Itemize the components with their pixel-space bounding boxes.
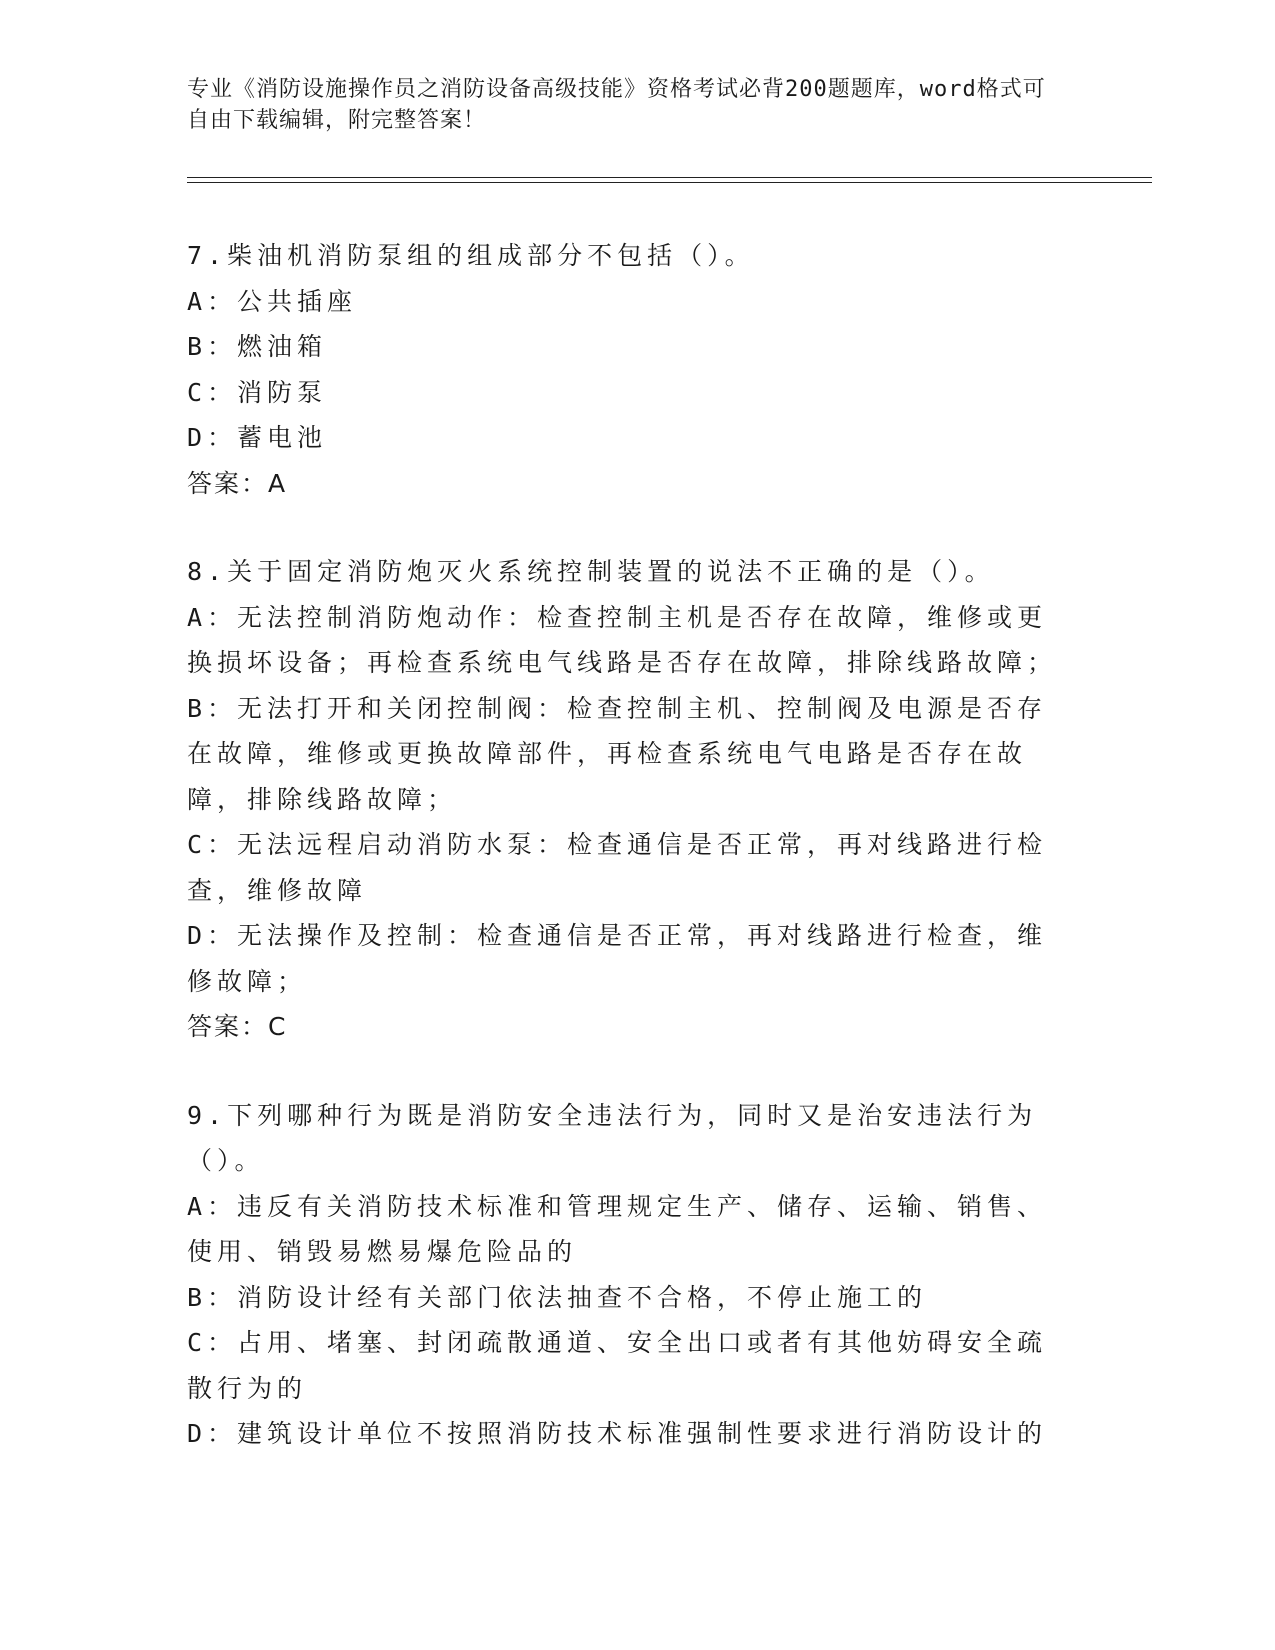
question-stem: 7.柴油机消防泵组的组成部分不包括（）。 (187, 241, 755, 270)
option-c: C：占用、堵塞、封闭疏散通道、安全出口或者有其他妨碍安全疏散行为的 (187, 1328, 1048, 1403)
question-stem: 9.下列哪种行为既是消防安全违法行为，同时又是治安违法行为（）。 (187, 1100, 1038, 1175)
question-8 (187, 549, 1067, 1050)
option-d: D：建筑设计单位不按照消防技术标准强制性要求进行消防设计的 (187, 1419, 1048, 1448)
option-d: D：蓄电池 (187, 423, 328, 452)
option-b: B：消防设计经有关部门依法抽查不合格，不停止施工的 (187, 1282, 928, 1312)
question-stem: 8.关于固定消防炮灭火系统控制装置的说法不正确的是（）。 (187, 557, 995, 586)
option-d: D：无法操作及控制：检查通信是否正常，再对线路进行检查，维修故障； (187, 921, 1048, 996)
question-9 (187, 1093, 1067, 1457)
option-c: C：消防泵 (187, 377, 328, 407)
option-a: A：无法控制消防炮动作：检查控制主机是否存在故障，维修或更换损坏设备；再检查系统电气线路是否存在故障，排除线路故障； (187, 602, 1058, 677)
document-header: 专业《消防设施操作员之消防设备高级技能》资格考试必背200题题库，word格式可自由下载编辑，附完整答案！ (187, 77, 1046, 133)
answer: 答案：A (187, 468, 288, 498)
question-list (187, 233, 1067, 1500)
question-7 (187, 233, 1067, 506)
option-a: A：公共插座 (187, 286, 358, 316)
answer: 答案：C (187, 1012, 288, 1041)
option-b: B：燃油箱 (187, 332, 328, 361)
option-c: C：无法远程启动消防水泵：检查通信是否正常，再对线路进行检查，维修故障 (187, 830, 1048, 905)
option-a: A：违反有关消防技术标准和管理规定生产、储存、运输、销售、使用、销毁易燃易爆危险品的 (187, 1191, 1048, 1266)
header-divider (187, 177, 1152, 183)
option-b: B：无法打开和关闭控制阀：检查控制主机、控制阀及电源是否存在故障，维修或更换故障部件，再检查系统电气电路是否存在故障，排除线路故障； (187, 693, 1048, 814)
